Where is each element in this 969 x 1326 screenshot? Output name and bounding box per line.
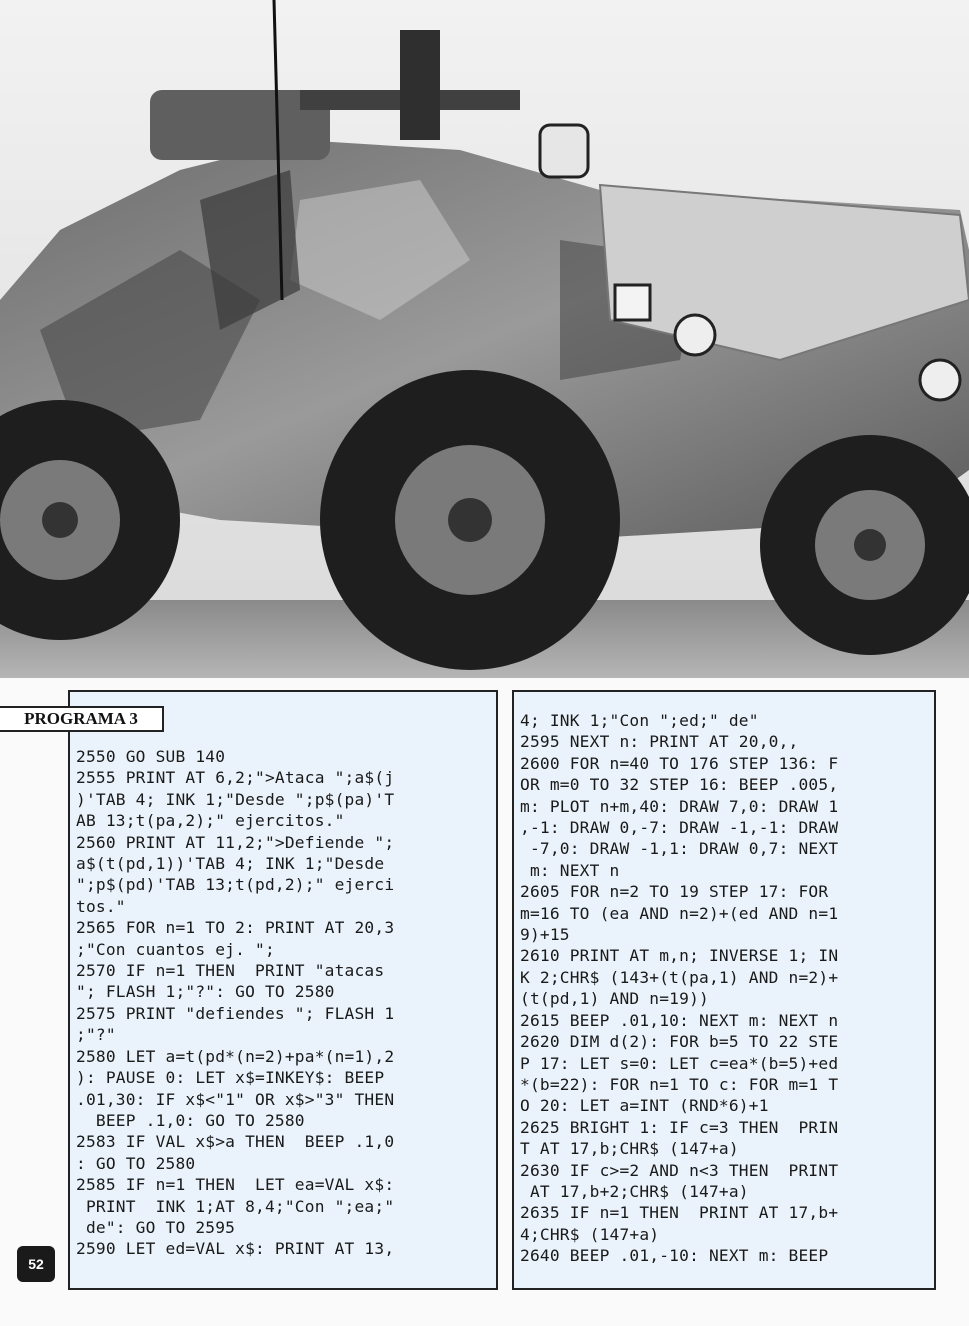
basic-listing-left — [76, 746, 492, 1260]
code-line: 9)+15 — [520, 925, 570, 945]
code-line: m: NEXT n — [520, 860, 620, 880]
code-line: 2610 PRINT AT m,n; INVERSE 1; IN — [520, 946, 839, 966]
code-line: ): PAUSE 0: LET x$=INKEY$: BEEP — [76, 1068, 385, 1088]
code-line: 2625 BRIGHT 1: IF c=3 THEN PRIN — [520, 1117, 839, 1137]
code-line: tos." — [76, 896, 126, 916]
code-line: )'TAB 4; INK 1;"Desde ";p$(pa)'T — [76, 789, 395, 809]
code-line: 2560 PRINT AT 11,2;">Defiende "; — [76, 832, 395, 852]
code-line: "; FLASH 1;"?": GO TO 2580 — [76, 982, 335, 1002]
code-column-left — [68, 690, 498, 1290]
code-line: 2555 PRINT AT 6,2;">Ataca ";a$(j — [76, 768, 395, 788]
code-line: 2600 FOR n=40 TO 176 STEP 136: F — [520, 753, 839, 773]
program-label: PROGRAMA 3 — [0, 706, 164, 732]
code-line: 4; INK 1;"Con ";ed;" de" — [520, 711, 759, 730]
code-line: 2630 IF c>=2 AND n<3 THEN PRINT — [520, 1160, 839, 1180]
code-line: 2590 LET ed=VAL x$: PRINT AT 13, — [76, 1239, 395, 1259]
code-line: ";p$(pd)'TAB 13;t(pd,2);" ejerci — [76, 875, 395, 895]
code-line: AT 17,b+2;CHR$ (147+a) — [520, 1181, 749, 1201]
code-line: 2595 NEXT n: PRINT AT 20,0,, — [520, 732, 799, 752]
code-line: O 20: LET a=INT (RND*6)+1 — [520, 1096, 769, 1116]
code-line: *(b=22): FOR n=1 TO c: FOR m=1 T — [520, 1074, 839, 1094]
code-line: ;"?" — [76, 1025, 116, 1045]
code-line: ;"Con cuantos ej. "; — [76, 939, 275, 959]
code-line: 2640 BEEP .01,-10: NEXT m: BEEP — [520, 1246, 829, 1266]
code-line: 2615 BEEP .01,10: NEXT m: NEXT n — [520, 1010, 839, 1030]
code-line: m: PLOT n+m,40: DRAW 7,0: DRAW 1 — [520, 796, 839, 816]
code-line: .01,30: IF x$<"1" OR x$>"3" THEN — [76, 1089, 395, 1109]
code-line: 2550 GO SUB 140 — [76, 747, 226, 766]
code-line: -7,0: DRAW -1,1: DRAW 0,7: NEXT — [520, 839, 839, 859]
code-line: 2585 IF n=1 THEN LET ea=VAL x$: — [76, 1175, 395, 1195]
code-line: 2583 IF VAL x$>a THEN BEEP .1,0 — [76, 1132, 395, 1152]
code-line: 4;CHR$ (147+a) — [520, 1224, 660, 1244]
code-line: (t(pd,1) AND n=19)) — [520, 989, 709, 1009]
code-line: K 2;CHR$ (143+(t(pa,1) AND n=2)+ — [520, 967, 839, 987]
code-line: 2580 LET a=t(pd*(n=2)+pa*(n=1),2 — [76, 1046, 395, 1066]
code-line: 2605 FOR n=2 TO 19 STEP 17: FOR — [520, 882, 829, 902]
code-line: 2620 DIM d(2): FOR b=5 TO 22 STE — [520, 1032, 839, 1052]
code-line: BEEP .1,0: GO TO 2580 — [76, 1110, 305, 1130]
code-line: AB 13;t(pa,2);" ejercitos." — [76, 811, 345, 831]
basic-listing-right — [520, 710, 930, 1267]
code-line: P 17: LET s=0: LET c=ea*(b=5)+ed — [520, 1053, 839, 1073]
code-column-right — [512, 690, 936, 1290]
code-line: PRINT INK 1;AT 8,4;"Con ";ea;" — [76, 1196, 395, 1216]
code-line: 2575 PRINT "defiendes "; FLASH 1 — [76, 1003, 395, 1023]
code-line: 2565 FOR n=1 TO 2: PRINT AT 20,3 — [76, 918, 395, 938]
code-line: T AT 17,b;CHR$ (147+a) — [520, 1139, 739, 1159]
code-line: 2635 IF n=1 THEN PRINT AT 17,b+ — [520, 1203, 839, 1223]
code-line: m=16 TO (ea AND n=2)+(ed AND n=1 — [520, 903, 839, 923]
code-line: ,-1: DRAW 0,-7: DRAW -1,-1: DRAW — [520, 818, 839, 838]
code-line: a$(t(pd,1))'TAB 4; INK 1;"Desde — [76, 854, 385, 874]
page-number: 52 — [17, 1246, 55, 1282]
code-line: OR m=0 TO 32 STEP 16: BEEP .005, — [520, 775, 839, 795]
code-line: : GO TO 2580 — [76, 1153, 196, 1173]
code-line: de": GO TO 2595 — [76, 1217, 236, 1237]
code-line: 2570 IF n=1 THEN PRINT "atacas — [76, 961, 385, 981]
